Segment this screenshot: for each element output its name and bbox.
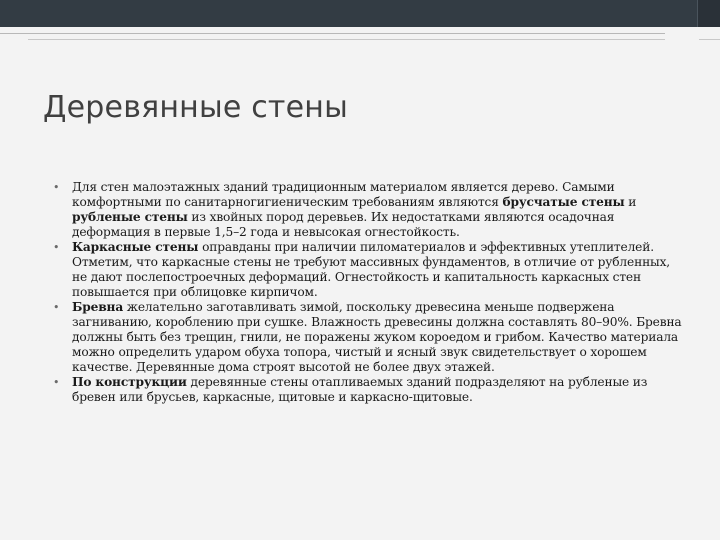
bullet-marker: • xyxy=(53,301,60,314)
header-accent-block xyxy=(697,0,720,27)
bullet-term: Бревна xyxy=(72,300,124,314)
bullet-text: оправданы при наличии пиломатериалов и эффективных утеплителей. Отметим, что каркасные стены не требуют массивных фундаментов, в отличие от рубленных, не дают послепостроечных деформаций. Огнестойкость и капитальность каркасных стен повышается при облицовке кирпичом. xyxy=(72,240,671,299)
bullet-term: рубленые стены xyxy=(72,210,188,224)
header-divider-secondary xyxy=(28,39,665,40)
bullet-text: деревянные стены отапливаемых зданий подразделяют на рубленые из бревен или брусьев, каркасные, щитовые и каркасно-щитовые. xyxy=(72,375,648,404)
bullet-term: Каркасные стены xyxy=(72,240,199,254)
bullet-text: и xyxy=(624,195,637,209)
header-divider xyxy=(0,33,665,34)
bullet-marker: • xyxy=(53,376,60,389)
header-divider-right xyxy=(699,39,720,40)
bullet-marker: • xyxy=(53,241,60,254)
bullet-item xyxy=(53,300,683,375)
bullet-item xyxy=(53,240,683,300)
bullet-text: из хвойных пород деревьев. Их недостатками являются осадочная деформация в первые 1,5–2 года и невысокая огнестойкость. xyxy=(72,210,615,239)
bullet-text: желательно заготавливать зимой, поскольку древесина меньше подвержена загниванию, короблению при сушке. Влажность древесины должна составлять 80–90%. Бревна должны быть без трещин, гнили, не поражены жуком короедом и грибом. Качество материала можно определить ударом обуха топора, чистый и ясный звук свидетельствует о хорошем качестве. Деревянные дома строят высотой не более двух этажей. xyxy=(72,300,682,374)
bullet-item xyxy=(53,375,683,405)
header-bar xyxy=(0,0,720,27)
bullet-list xyxy=(53,180,683,405)
bullet-marker: • xyxy=(53,181,60,194)
slide-title: Деревянные стены xyxy=(43,90,348,125)
bullet-term: брусчатые стены xyxy=(502,195,625,209)
bullet-item xyxy=(53,180,683,240)
bullet-term: По конструкции xyxy=(72,375,187,389)
bullet-text: Для стен малоэтажных зданий традиционным материалом является дерево. Самыми комфортными по санитарногигиеническим требованиям являются xyxy=(72,180,615,209)
